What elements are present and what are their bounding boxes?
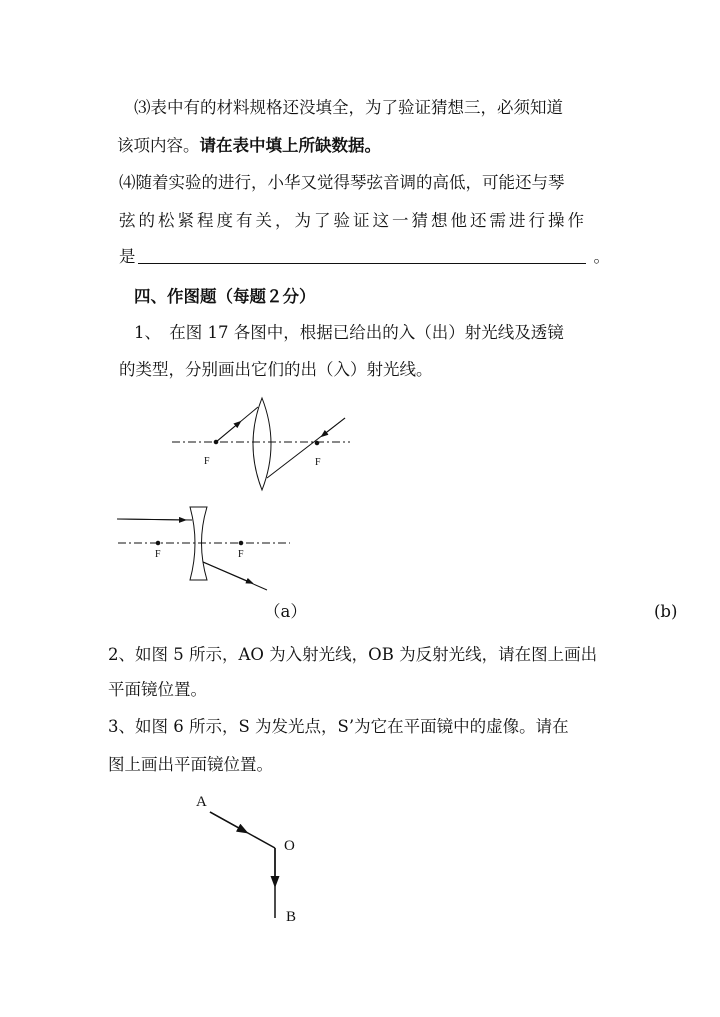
p3-line1: 3、如图 6 所示，S 为发光点，S’为它在平面镜中的虚像。请在 [108, 717, 569, 736]
p3-line2: 图上画出平面镜位置。 [108, 755, 273, 774]
focus-label: F [315, 457, 321, 468]
q4-line3-prefix: 是 [119, 247, 136, 266]
convex-lens [253, 398, 271, 490]
q4-line2: 弦的松紧程度有关，为了验证这一猜想他还需进行操作 [119, 211, 587, 230]
q4-line3-suffix: 。 [593, 247, 610, 266]
caption-a: （a） [264, 602, 307, 621]
focus-label: F [238, 549, 244, 560]
focus-label: F [204, 456, 210, 467]
convex-lens-diagram [172, 398, 350, 490]
label-b: B [286, 909, 297, 925]
label-a: A [196, 794, 207, 810]
concave-lens-diagram [117, 507, 290, 590]
focus-label: F [155, 549, 161, 560]
q3-line2-plain: 该项内容。 [117, 136, 200, 155]
p2-line2: 平面镜位置。 [108, 680, 207, 699]
p2-line1: 2、如图 5 所示，AO 为入射光线，OB 为反射光线，请在图上画出 [108, 645, 598, 664]
q3-line2-bold: 请在表中填上所缺数据。 [199, 136, 381, 155]
figure-5-reflection [210, 812, 275, 918]
p1-line2: 的类型，分别画出它们的出（入）射光线。 [119, 360, 433, 379]
caption-b: (b) [654, 602, 678, 621]
q3-line1: ⑶表中有的材料规格还没填全，为了验证猜想三，必须知道 [134, 98, 563, 117]
section-title: 四、作图题（每题２分） [134, 287, 316, 306]
p1-line1: 1、 在图 17 各图中，根据已给出的入（出）射光线及透镜 [134, 323, 564, 342]
q4-line1: ⑷随着实验的进行，小华又觉得琴弦音调的高低，可能还与琴 [119, 173, 565, 192]
label-o: O [284, 838, 295, 854]
